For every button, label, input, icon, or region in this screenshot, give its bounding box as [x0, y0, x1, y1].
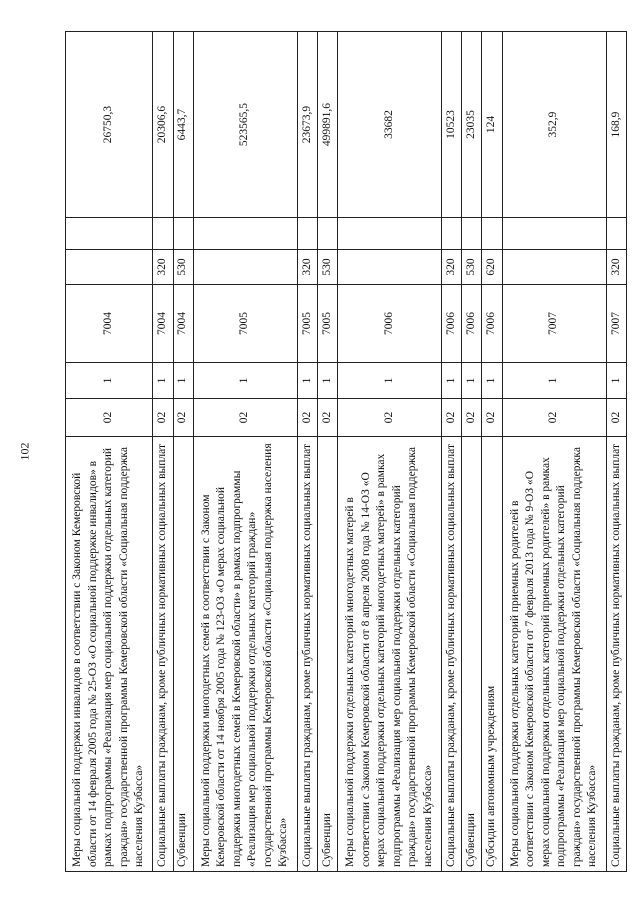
cell-cs: 7005 — [193, 285, 297, 363]
cell-vr: 530 — [317, 250, 337, 285]
cell-vr-alt — [606, 218, 626, 250]
cell-vr — [338, 250, 442, 285]
cell-cs: 7006 — [338, 285, 442, 363]
cell-name: Субвенции — [173, 437, 193, 872]
table-row — [482, 32, 502, 872]
cell-vr-alt — [173, 218, 193, 250]
cell-pr: 1 — [606, 363, 626, 399]
cell-rz: 02 — [297, 399, 317, 437]
cell-vr — [502, 250, 606, 285]
cell-amount: 352,9 — [502, 32, 606, 218]
cell-pr: 1 — [66, 363, 153, 399]
cell-name: Меры социальной поддержки инвалидов в соответствии с Законом Кемеровской области от 14 февраля 2005 года № 25-ОЗ «О социальной поддержке инвалидов» в рамках подпрограммы «Реализация мер социальной поддержки отдельных категорий граждан» государственной программы Кемеровской области «Социальная поддержка населения Кузбасса» — [66, 437, 153, 872]
table-row — [193, 32, 297, 872]
cell-name: Субсидии автономным учреждениям — [482, 437, 502, 872]
cell-pr: 1 — [482, 363, 502, 399]
budget-table-body — [66, 32, 627, 872]
cell-amount: 168,9 — [606, 32, 626, 218]
cell-cs: 7005 — [297, 285, 317, 363]
page-number: 102 — [17, 442, 32, 461]
table-row — [297, 32, 317, 872]
table-row — [462, 32, 482, 872]
cell-vr-alt — [297, 218, 317, 250]
cell-vr: 320 — [153, 250, 173, 285]
cell-vr: 530 — [462, 250, 482, 285]
cell-cs: 7004 — [66, 285, 153, 363]
cell-pr: 1 — [338, 363, 442, 399]
cell-vr-alt — [462, 218, 482, 250]
cell-pr: 1 — [317, 363, 337, 399]
cell-name: Субвенции — [317, 437, 337, 872]
cell-name: Социальные выплаты гражданам, кроме публичных нормативных социальных выплат — [606, 437, 626, 872]
cell-name: Меры социальной поддержки многодетных семей в соответствии с Законом Кемеровской области от 14 ноября 2005 года № 123-ОЗ «О мерах социальной поддержки многодетных семей в Кемеровской области» в рамках подпрограммы «Реализация мер социальной поддержки отдельных категорий граждан» государственной программы Кемеровской области «Социальная поддержка населения Кузбасса» — [193, 437, 297, 872]
cell-rz: 02 — [502, 399, 606, 437]
cell-vr: 620 — [482, 250, 502, 285]
cell-name: Меры социальной поддержки отдельных категорий многодетных матерей в соответствии с Законом Кемеровской области от 8 апреля 2008 года № 14-ОЗ «О мерах социальной поддержки отдельных категорий многодетных матерей» в рамках подпрограммы «Реализация мер социальной поддержки отдельных категорий граждан» государственной программы Кемеровской области «Социальная поддержка населения Кузбасса» — [338, 437, 442, 872]
cell-name: Социальные выплаты гражданам, кроме публичных нормативных социальных выплат — [153, 437, 173, 872]
cell-rz: 02 — [462, 399, 482, 437]
cell-amount: 33682 — [338, 32, 442, 218]
cell-vr — [66, 250, 153, 285]
cell-vr-alt — [338, 218, 442, 250]
cell-pr: 1 — [153, 363, 173, 399]
cell-rz: 02 — [193, 399, 297, 437]
cell-name: Субвенции — [462, 437, 482, 872]
cell-rz: 02 — [173, 399, 193, 437]
cell-cs: 7007 — [606, 285, 626, 363]
table-row — [153, 32, 173, 872]
cell-vr: 530 — [173, 250, 193, 285]
cell-amount: 20306,6 — [153, 32, 173, 218]
table-row — [338, 32, 442, 872]
cell-amount: 26750,3 — [66, 32, 153, 218]
cell-vr-alt — [193, 218, 297, 250]
cell-amount: 6443,7 — [173, 32, 193, 218]
cell-vr — [193, 250, 297, 285]
cell-cs: 7007 — [502, 285, 606, 363]
table-row — [442, 32, 462, 872]
cell-vr: 320 — [297, 250, 317, 285]
cell-pr: 1 — [462, 363, 482, 399]
cell-rz: 02 — [66, 399, 153, 437]
cell-cs: 7004 — [173, 285, 193, 363]
cell-amount: 23035 — [462, 32, 482, 218]
cell-vr-alt — [442, 218, 462, 250]
cell-name: Социальные выплаты гражданам, кроме публичных нормативных социальных выплат — [442, 437, 462, 872]
budget-table — [65, 31, 627, 872]
cell-rz: 02 — [338, 399, 442, 437]
cell-pr: 1 — [173, 363, 193, 399]
cell-vr-alt — [153, 218, 173, 250]
table-row — [502, 32, 606, 872]
cell-name: Меры социальной поддержки отдельных категорий приемных родителей в соответствии с Законом Кемеровской области от 7 февраля 2013 года № 9-ОЗ «О мерах социальной поддержки отдельных категорий приемных родителей» в рамках подпрограммы «Реализация мер социальной поддержки отдельных категорий граждан» государственной программы Кемеровской области «Социальная поддержка населения Кузбасса» — [502, 437, 606, 872]
table-row — [173, 32, 193, 872]
table-row — [66, 32, 153, 872]
cell-cs: 7005 — [317, 285, 337, 363]
cell-rz: 02 — [606, 399, 626, 437]
cell-rz: 02 — [153, 399, 173, 437]
cell-rz: 02 — [317, 399, 337, 437]
cell-cs: 7006 — [482, 285, 502, 363]
cell-vr-alt — [66, 218, 153, 250]
cell-pr: 1 — [297, 363, 317, 399]
cell-rz: 02 — [442, 399, 462, 437]
cell-vr-alt — [317, 218, 337, 250]
cell-vr: 320 — [606, 250, 626, 285]
rotated-page — [65, 32, 627, 872]
cell-amount: 23673,9 — [297, 32, 317, 218]
cell-amount: 124 — [482, 32, 502, 218]
cell-cs: 7006 — [442, 285, 462, 363]
cell-name: Социальные выплаты гражданам, кроме публичных нормативных социальных выплат — [297, 437, 317, 872]
table-row — [606, 32, 626, 872]
cell-cs: 7004 — [153, 285, 173, 363]
cell-vr: 320 — [442, 250, 462, 285]
cell-pr: 1 — [442, 363, 462, 399]
cell-rz: 02 — [482, 399, 502, 437]
cell-pr: 1 — [502, 363, 606, 399]
cell-vr-alt — [482, 218, 502, 250]
cell-amount: 10523 — [442, 32, 462, 218]
cell-vr-alt — [502, 218, 606, 250]
cell-amount: 523565,5 — [193, 32, 297, 218]
cell-pr: 1 — [193, 363, 297, 399]
table-row — [317, 32, 337, 872]
cell-amount: 499891,6 — [317, 32, 337, 218]
cell-cs: 7006 — [462, 285, 482, 363]
